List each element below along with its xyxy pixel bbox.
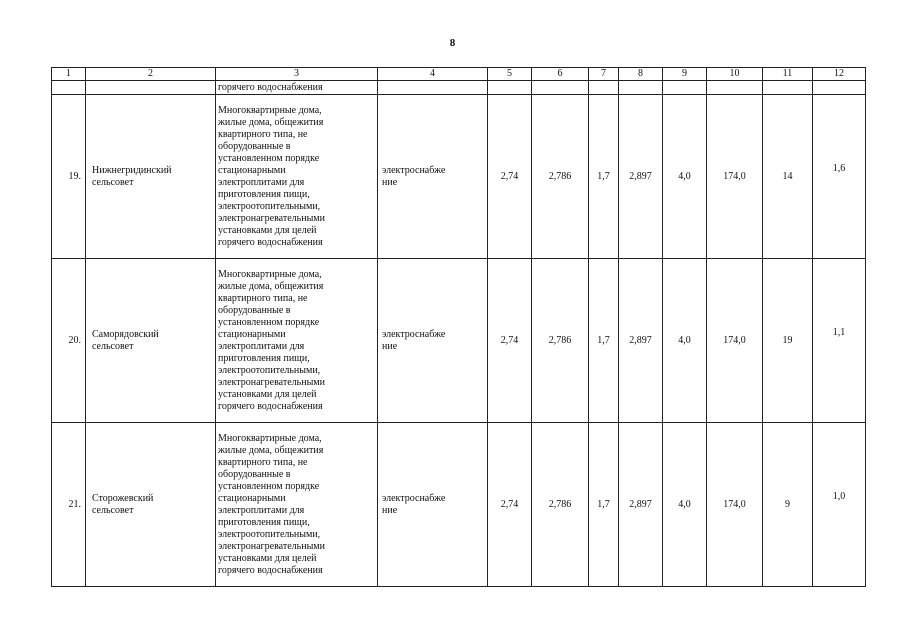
- page-number: 8: [449, 37, 456, 49]
- description-line: электронагревательными: [218, 540, 325, 552]
- description-line: установленном порядке: [218, 316, 320, 328]
- description-line: электроплитами для: [218, 340, 305, 352]
- service-type: [378, 423, 488, 587]
- cell-col-7: 1,7: [589, 259, 619, 423]
- cell-col-5: 2,74: [488, 423, 532, 587]
- cell-col-11: 9: [763, 423, 813, 587]
- service-line: ние: [382, 504, 398, 516]
- cell-col-10: 174,0: [707, 423, 763, 587]
- consumer-category: [216, 95, 378, 259]
- column-header: 12: [813, 68, 866, 81]
- column-header: 10: [707, 68, 763, 81]
- cell-col-5: 2,74: [488, 259, 532, 423]
- cell-col-7: 1,7: [589, 423, 619, 587]
- settlement-line: Нижнегридинский: [92, 164, 172, 176]
- description-line: квартирного типа, не: [218, 292, 308, 304]
- cell-col-12: 1,1: [813, 259, 866, 423]
- service-line: ние: [382, 340, 398, 352]
- table-row: [52, 259, 866, 423]
- service-line: электроснабже: [382, 328, 446, 340]
- continuation-row: [52, 81, 866, 95]
- settlement-line: Сторожевский: [92, 492, 154, 504]
- column-header: 3: [216, 68, 378, 81]
- column-header: 4: [378, 68, 488, 81]
- description-line: электроплитами для: [218, 504, 305, 516]
- cell-col-5: 2,74: [488, 95, 532, 259]
- continued-description: горячего водоснабжения: [216, 81, 378, 95]
- consumer-category: [216, 423, 378, 587]
- description-line: установленном порядке: [218, 152, 320, 164]
- description-line: горячего водоснабжения: [218, 400, 323, 412]
- settlement-line: сельсовет: [92, 340, 134, 352]
- cell-col-6: 2,786: [532, 259, 589, 423]
- description-line: установками для целей: [218, 552, 317, 564]
- column-header: 7: [589, 68, 619, 81]
- description-line: стационарными: [218, 164, 286, 176]
- description-line: оборудованные в: [218, 304, 291, 316]
- settlement-name: [86, 423, 216, 587]
- description-line: квартирного типа, не: [218, 128, 308, 140]
- description-line: Многоквартирные дома,: [218, 432, 322, 444]
- description-line: жилые дома, общежития: [218, 280, 324, 292]
- cell-col-8: 2,897: [619, 95, 663, 259]
- description-line: оборудованные в: [218, 468, 291, 480]
- row-number: 21.: [52, 423, 86, 587]
- description-line: оборудованные в: [218, 140, 291, 152]
- description-line: установленном порядке: [218, 480, 320, 492]
- service-line: электроснабже: [382, 492, 446, 504]
- table-row: [52, 423, 866, 587]
- description-line: электронагревательными: [218, 212, 325, 224]
- service-line: электроснабже: [382, 164, 446, 176]
- cell-col-9: 4,0: [663, 423, 707, 587]
- tariff-table: [51, 67, 866, 587]
- cell-col-6: 2,786: [532, 95, 589, 259]
- column-header: 2: [86, 68, 216, 81]
- consumer-category: [216, 259, 378, 423]
- settlement-line: сельсовет: [92, 504, 134, 516]
- cell-col-9: 4,0: [663, 95, 707, 259]
- cell-col-9: 4,0: [663, 259, 707, 423]
- cell-col-10: 174,0: [707, 259, 763, 423]
- cell-col-11: 19: [763, 259, 813, 423]
- row-number: 19.: [52, 95, 86, 259]
- description-line: стационарными: [218, 492, 286, 504]
- description-line: электроотопительными,: [218, 528, 321, 540]
- column-header: 9: [663, 68, 707, 81]
- service-type: [378, 259, 488, 423]
- column-header: 5: [488, 68, 532, 81]
- table-body: [52, 95, 866, 587]
- description-line: установками для целей: [218, 224, 317, 236]
- cell-col-12: 1,6: [813, 95, 866, 259]
- column-header: 11: [763, 68, 813, 81]
- description-line: жилые дома, общежития: [218, 116, 324, 128]
- description-line: стационарными: [218, 328, 286, 340]
- description-line: электроотопительными,: [218, 200, 321, 212]
- description-line: Многоквартирные дома,: [218, 104, 322, 116]
- column-header: 1: [52, 68, 86, 81]
- description-line: горячего водоснабжения: [218, 236, 323, 248]
- description-line: приготовления пищи,: [218, 188, 310, 200]
- column-header: 6: [532, 68, 589, 81]
- service-type: [378, 95, 488, 259]
- description-line: приготовления пищи,: [218, 352, 310, 364]
- row-number: 20.: [52, 259, 86, 423]
- cell-col-10: 174,0: [707, 95, 763, 259]
- description-line: горячего водоснабжения: [218, 564, 323, 576]
- cell-col-12: 1,0: [813, 423, 866, 587]
- settlement-line: Саморядовский: [92, 328, 159, 340]
- column-number-row: [52, 68, 866, 81]
- service-line: ние: [382, 176, 398, 188]
- description-line: электроотопительными,: [218, 364, 321, 376]
- cell-col-11: 14: [763, 95, 813, 259]
- table-row: [52, 95, 866, 259]
- description-line: Многоквартирные дома,: [218, 268, 322, 280]
- cell-col-7: 1,7: [589, 95, 619, 259]
- settlement-name: [86, 95, 216, 259]
- cell-col-8: 2,897: [619, 423, 663, 587]
- description-line: приготовления пищи,: [218, 516, 310, 528]
- description-line: установками для целей: [218, 388, 317, 400]
- description-line: квартирного типа, не: [218, 456, 308, 468]
- column-header: 8: [619, 68, 663, 81]
- cell-col-6: 2,786: [532, 423, 589, 587]
- description-line: электроплитами для: [218, 176, 305, 188]
- settlement-name: [86, 259, 216, 423]
- settlement-line: сельсовет: [92, 176, 134, 188]
- description-line: жилые дома, общежития: [218, 444, 324, 456]
- description-line: электронагревательными: [218, 376, 325, 388]
- cell-col-8: 2,897: [619, 259, 663, 423]
